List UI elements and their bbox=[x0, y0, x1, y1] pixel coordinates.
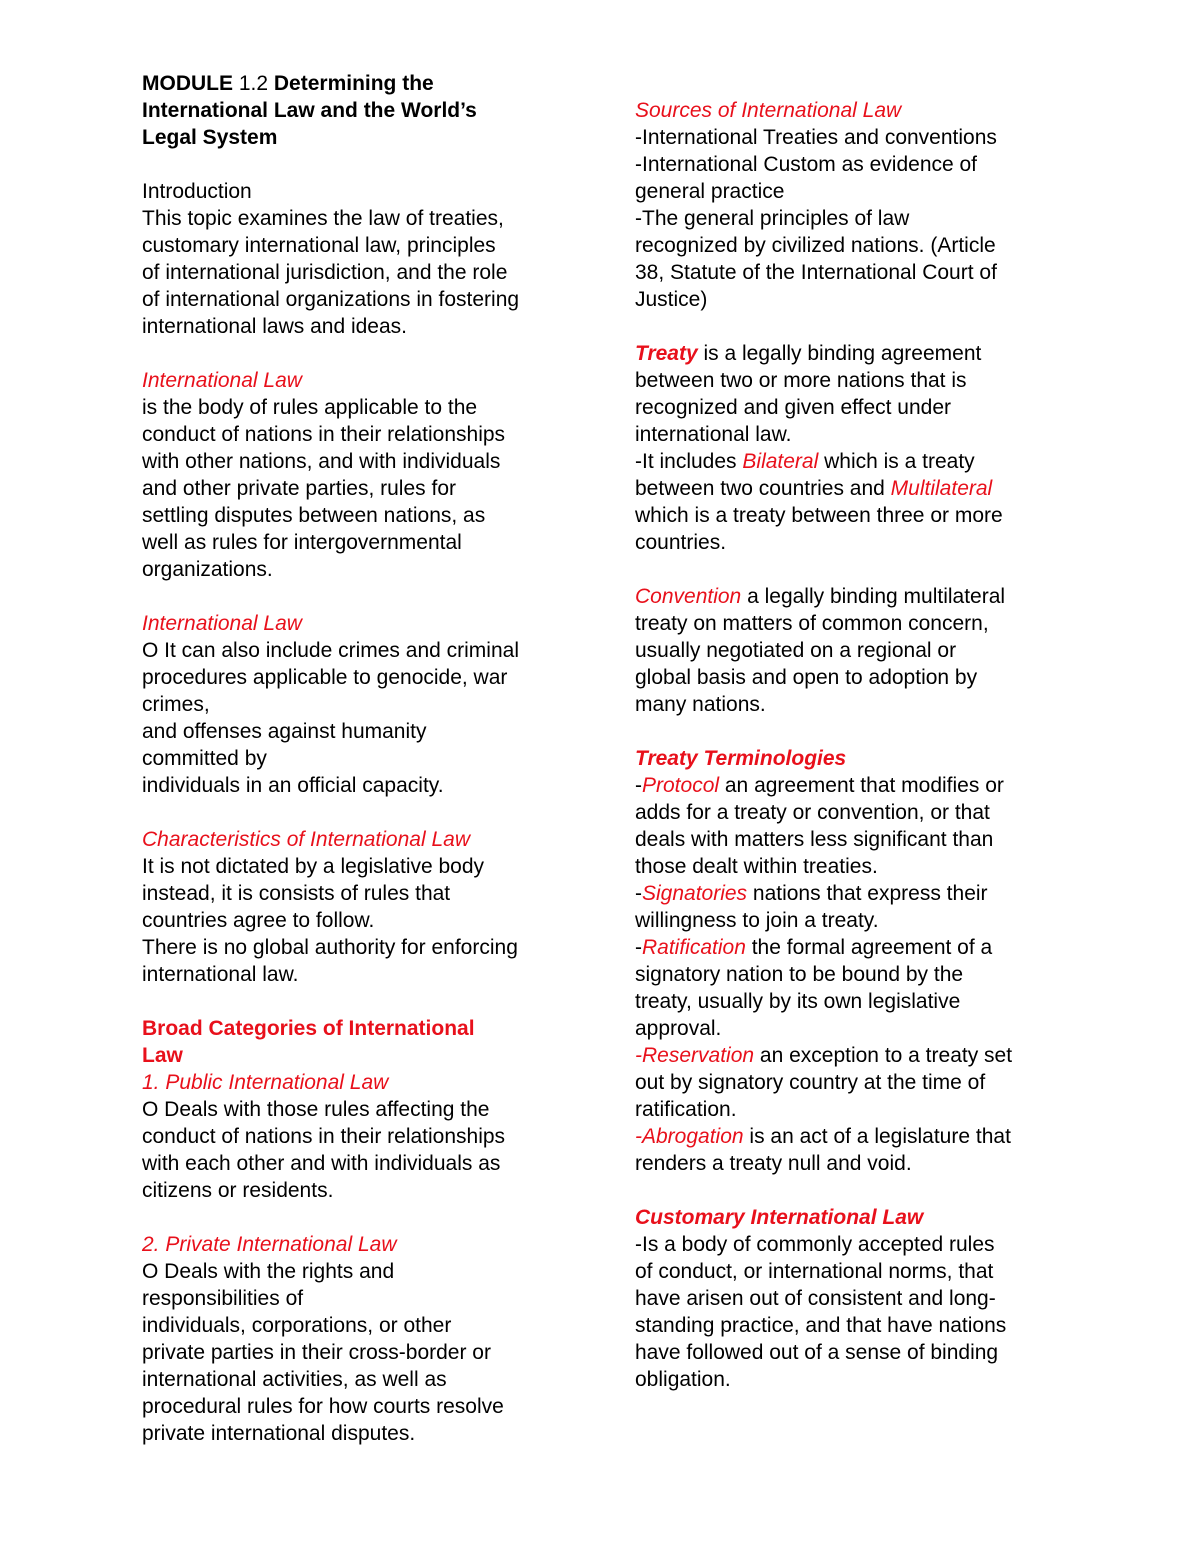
convention-definition bbox=[635, 583, 1075, 718]
text-line: -Ratification the formal agreement of a bbox=[635, 936, 993, 959]
text-line: is the body of rules applicable to the bbox=[142, 396, 478, 419]
text-line: out by signatory country at the time of bbox=[635, 1071, 986, 1094]
text-line: countries. bbox=[635, 531, 727, 554]
text-line: obligation. bbox=[635, 1368, 731, 1391]
text-line: instead, it is consists of rules that bbox=[142, 882, 451, 905]
module-title-line-3: Legal System bbox=[142, 126, 278, 149]
text-line: organizations. bbox=[142, 558, 273, 581]
text-line: global basis and open to adoption by bbox=[635, 666, 978, 689]
text-line: have arisen out of consistent and long- bbox=[635, 1287, 996, 1310]
text-line: customary international law, principles bbox=[142, 234, 496, 257]
text-line: conduct of nations in their relationships bbox=[142, 1125, 506, 1148]
text-line: settling disputes between nations, as bbox=[142, 504, 486, 527]
text-line: crimes, bbox=[142, 693, 210, 716]
text-line: and offenses against humanity bbox=[142, 720, 427, 743]
treaty-terminologies-heading: Treaty Terminologies bbox=[635, 747, 847, 770]
introduction-body bbox=[142, 205, 582, 340]
text-line: approval. bbox=[635, 1017, 722, 1040]
text-line: responsibilities of bbox=[142, 1287, 304, 1310]
text-line: -Protocol an agreement that modifies or bbox=[635, 774, 1004, 797]
introduction-heading: Introduction bbox=[142, 180, 252, 203]
text-line: procedural rules for how courts resolve bbox=[142, 1395, 504, 1418]
international-law-crimes bbox=[142, 637, 582, 799]
text-line: of conduct, or international norms, that bbox=[635, 1260, 994, 1283]
text-line: committed by bbox=[142, 747, 267, 770]
text-line: recognized and given effect under bbox=[635, 396, 952, 419]
text-line: -Abrogation is an act of a legislature that bbox=[635, 1125, 1011, 1148]
multilateral-term: Multilateral bbox=[890, 477, 993, 500]
reservation-term: -Reservation bbox=[635, 1044, 755, 1067]
text-line: Justice) bbox=[635, 288, 708, 311]
text-line: with each other and with individuals as bbox=[142, 1152, 501, 1175]
text-line: Convention a legally binding multilateral bbox=[635, 585, 1006, 608]
text-line: individuals in an official capacity. bbox=[142, 774, 444, 797]
text-line: international laws and ideas. bbox=[142, 315, 408, 338]
public-international-law-heading: 1. Public International Law bbox=[142, 1071, 389, 1094]
text-line: This topic examines the law of treaties, bbox=[142, 207, 504, 230]
text-line: private parties in their cross-border or bbox=[142, 1341, 491, 1364]
text-line: treaty on matters of common concern, bbox=[635, 612, 989, 635]
customary-international-law-heading: Customary International Law bbox=[635, 1206, 924, 1229]
text-line: citizens or residents. bbox=[142, 1179, 334, 1202]
text-line: O Deals with the rights and bbox=[142, 1260, 395, 1283]
text-line: There is no global authority for enforcing bbox=[142, 936, 518, 959]
characteristics-heading: Characteristics of International Law bbox=[142, 828, 470, 851]
text-line: general practice bbox=[635, 180, 785, 203]
text-line: 38, Statute of the International Court of bbox=[635, 261, 997, 284]
private-international-law-body bbox=[142, 1258, 582, 1447]
text-line: usually negotiated on a regional or bbox=[635, 639, 957, 662]
text-line: deals with matters less significant than bbox=[635, 828, 994, 851]
text-line: -Reservation an exception to a treaty set bbox=[635, 1044, 1013, 1067]
text-line: renders a treaty null and void. bbox=[635, 1152, 912, 1175]
text-line: adds for a treaty or convention, or that bbox=[635, 801, 990, 824]
text-line: international law. bbox=[142, 963, 299, 986]
text-line: -International Custom as evidence of bbox=[635, 153, 978, 176]
text-line: have followed out of a sense of binding bbox=[635, 1341, 999, 1364]
international-law-heading: International Law bbox=[142, 369, 302, 392]
bilateral-term: Bilateral bbox=[742, 450, 819, 473]
text-line: treaty, usually by its own legislative bbox=[635, 990, 961, 1013]
text-line: those dealt within treaties. bbox=[635, 855, 878, 878]
text-line: procedures applicable to genocide, war bbox=[142, 666, 508, 689]
text-line: international law. bbox=[635, 423, 792, 446]
characteristics-body bbox=[142, 853, 582, 988]
protocol-term: Protocol bbox=[642, 774, 720, 797]
treaty-term: Treaty bbox=[635, 342, 698, 365]
text-line: countries agree to follow. bbox=[142, 909, 375, 932]
convention-term: Convention bbox=[635, 585, 742, 608]
treaty-definition bbox=[635, 340, 1075, 556]
text-line: It is not dictated by a legislative body bbox=[142, 855, 485, 878]
text-line: which is a treaty between three or more bbox=[635, 504, 1003, 527]
international-law-definition bbox=[142, 394, 582, 583]
text-line: O Deals with those rules affecting the bbox=[142, 1098, 490, 1121]
ratification-term: Ratification bbox=[642, 936, 746, 959]
text-line: signatory nation to be bound by the bbox=[635, 963, 964, 986]
abrogation-term: -Abrogation bbox=[635, 1125, 744, 1148]
sources-heading: Sources of International Law bbox=[635, 99, 902, 122]
text-line: ratification. bbox=[635, 1098, 737, 1121]
text-line: between two countries and Multilateral bbox=[635, 477, 993, 500]
text-line: international activities, as well as bbox=[142, 1368, 447, 1391]
text-line: -The general principles of law bbox=[635, 207, 910, 230]
text-line: O It can also include crimes and criminal bbox=[142, 639, 519, 662]
text-line: many nations. bbox=[635, 693, 766, 716]
text-line: standing practice, and that have nations bbox=[635, 1314, 1007, 1337]
text-line: between two or more nations that is bbox=[635, 369, 967, 392]
sources-list bbox=[635, 124, 1075, 313]
left-column bbox=[142, 70, 582, 1447]
treaty-terminologies-list bbox=[635, 772, 1075, 1177]
right-column bbox=[635, 97, 1075, 1393]
text-line: private international disputes. bbox=[142, 1422, 416, 1445]
text-line: willingness to join a treaty. bbox=[635, 909, 879, 932]
signatories-term: Signatories bbox=[642, 882, 748, 905]
text-line: individuals, corporations, or other bbox=[142, 1314, 452, 1337]
private-international-law-heading: 2. Private International Law bbox=[142, 1233, 397, 1256]
module-title-line-1: MODULE 1.2 Determining the bbox=[142, 72, 434, 95]
broad-categories-heading-line-2: Law bbox=[142, 1044, 183, 1067]
text-line: -International Treaties and conventions bbox=[635, 126, 997, 149]
text-line: conduct of nations in their relationships bbox=[142, 423, 506, 446]
text-line: well as rules for intergovernmental bbox=[142, 531, 462, 554]
text-line: -Signatories nations that express their bbox=[635, 882, 988, 905]
module-title-line-2: International Law and the World’s bbox=[142, 99, 477, 122]
broad-categories-heading-line-1: Broad Categories of International bbox=[142, 1017, 475, 1040]
text-line: of international jurisdiction, and the role bbox=[142, 261, 508, 284]
public-international-law-body bbox=[142, 1096, 582, 1204]
customary-international-law-body bbox=[635, 1231, 1075, 1393]
text-line: and other private parties, rules for bbox=[142, 477, 456, 500]
text-line: of international organizations in fostering bbox=[142, 288, 520, 311]
text-line: -It includes Bilateral which is a treaty bbox=[635, 450, 975, 473]
international-law-heading-2: International Law bbox=[142, 612, 302, 635]
text-line: Treaty is a legally binding agreement bbox=[635, 342, 982, 365]
text-line: recognized by civilized nations. (Article bbox=[635, 234, 996, 257]
text-line: -Is a body of commonly accepted rules bbox=[635, 1233, 995, 1256]
text-line: with other nations, and with individuals bbox=[142, 450, 501, 473]
